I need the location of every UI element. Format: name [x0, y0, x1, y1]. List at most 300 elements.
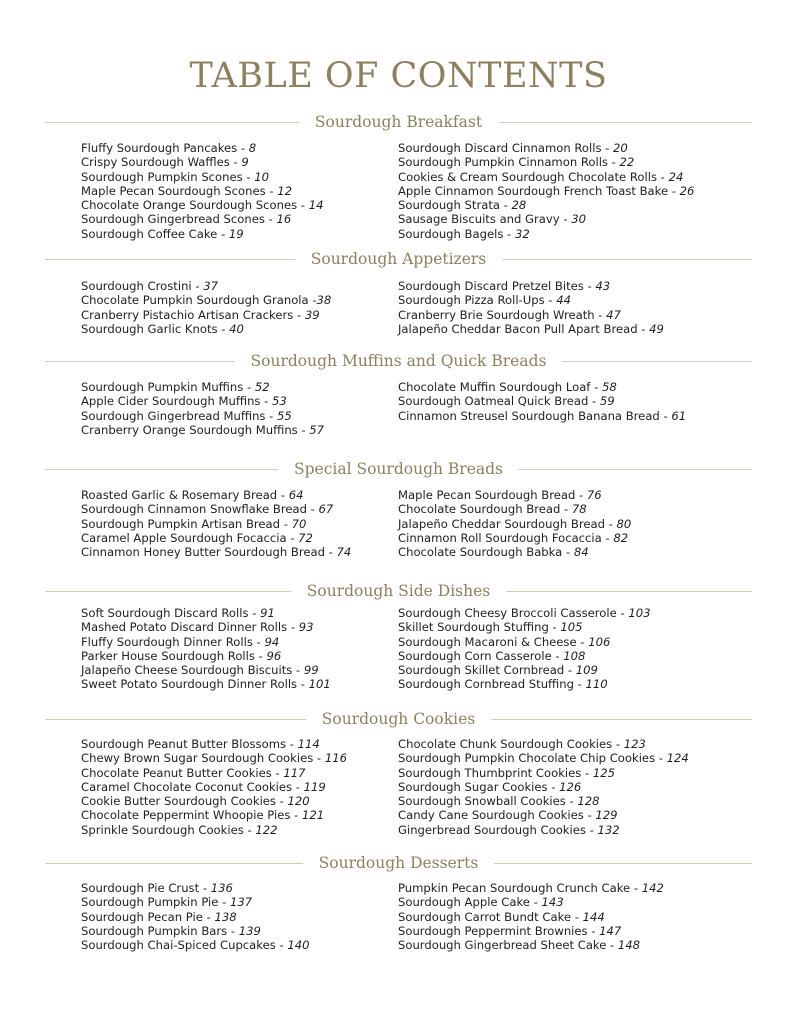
page-number: 10: [254, 169, 269, 184]
page-number: 74: [336, 545, 352, 560]
recipe-name: Sourdough Pumpkin Scones: [81, 169, 243, 184]
recipe-name: Sourdough Coffee Cake: [81, 226, 218, 241]
page-number: 124: [666, 751, 689, 766]
recipe-name: Skillet Sourdough Stuffing: [398, 620, 549, 635]
page-number: 99: [303, 663, 319, 678]
recipe-entry: [398, 924, 768, 938]
recipe-list-right: [398, 606, 768, 692]
recipe-name: Cranberry Brie Sourdough Wreath: [398, 307, 595, 322]
page-separator: -: [227, 923, 239, 938]
page-separator: -: [297, 422, 310, 437]
page-separator: -: [252, 634, 265, 649]
page-separator: -: [191, 279, 204, 293]
page-separator: -: [275, 794, 288, 809]
page-separator: -: [616, 606, 629, 620]
recipe-name: Jalapeño Cheddar Bacon Pull Apart Bread: [398, 321, 638, 336]
section-heading-special-sourdough-breads: [45, 458, 752, 480]
page-separator: -: [308, 293, 317, 308]
page-number: 91: [260, 606, 275, 620]
page-number: 110: [585, 677, 608, 692]
recipe-entry: [398, 517, 768, 531]
recipe-entry: [398, 620, 768, 634]
page-number: 148: [617, 938, 641, 953]
page-separator: -: [275, 938, 288, 953]
recipe-entry: [81, 155, 396, 169]
page-separator: -: [612, 737, 624, 751]
section-heading-label: Sourdough Muffins and Quick Breads: [235, 350, 563, 372]
page-number: 142: [641, 881, 664, 895]
page-number: 126: [559, 779, 582, 794]
recipe-name: Gingerbread Sourdough Cookies: [398, 822, 586, 837]
recipe-name: Sourdough Pumpkin Muffins: [81, 380, 244, 394]
recipe-list-right: [398, 881, 768, 952]
page-number: 136: [210, 881, 233, 895]
recipe-name: Sourdough Carrot Bundt Cake: [398, 909, 572, 924]
page-separator: -: [293, 307, 305, 322]
page-number: 39: [304, 307, 320, 322]
recipe-name: Chocolate Sourdough Bread: [398, 502, 561, 517]
page-separator: -: [313, 751, 325, 766]
page-number: 80: [616, 516, 632, 531]
recipe-entry: [81, 677, 396, 691]
page-separator: -: [499, 198, 512, 213]
page-number: 53: [272, 394, 287, 409]
recipe-entry: [81, 170, 396, 184]
recipe-name: Sourdough Pumpkin Bars: [81, 923, 228, 938]
recipe-list-right: [398, 279, 768, 336]
recipe-entry: [398, 155, 768, 169]
recipe-name: Jalapeño Cheese Sourdough Biscuits: [81, 663, 293, 678]
recipe-name: Sweet Potato Sourdough Dinner Rolls: [81, 677, 298, 692]
page-separator: -: [630, 881, 642, 895]
recipe-name: Chocolate Orange Sourdough Scones: [81, 198, 298, 213]
recipe-name: Soft Sourdough Discard Rolls: [81, 606, 249, 620]
page-number: 132: [597, 822, 620, 837]
recipe-list-left: [81, 881, 396, 952]
page-separator: -: [217, 321, 230, 336]
page-separator: -: [243, 822, 256, 837]
recipe-entry: [81, 737, 396, 751]
page-number: 47: [606, 307, 621, 322]
page-separator: -: [286, 530, 299, 545]
page-separator: -: [581, 765, 593, 780]
recipe-entry: [398, 212, 768, 226]
page-number: 72: [298, 530, 313, 545]
recipe-entry: [398, 380, 768, 394]
section-heading-label: Sourdough Breakfast: [299, 111, 498, 133]
recipe-name: Sourdough Pumpkin Artisan Bread: [81, 516, 281, 531]
recipe-list-left: [81, 380, 396, 437]
page-number: 82: [613, 530, 629, 545]
recipe-name: Apple Cider Sourdough Muffins: [81, 394, 261, 409]
page-number: 20: [613, 141, 628, 155]
page-number: 96: [266, 648, 282, 663]
section-heading-label: Sourdough Cookies: [306, 708, 491, 730]
page-number: 119: [303, 779, 326, 794]
page-number: 139: [238, 923, 261, 938]
page-number: 109: [575, 663, 598, 678]
page-number: 32: [514, 226, 530, 241]
recipe-name: Sourdough Peanut Butter Blossoms: [81, 737, 287, 751]
page-number: 128: [577, 794, 600, 809]
page-separator: -: [604, 516, 617, 531]
recipe-entry: [81, 823, 396, 837]
recipe-entry: [398, 751, 768, 765]
page-number: 16: [276, 212, 292, 227]
recipe-entry: [398, 184, 768, 198]
recipe-name: Sprinkle Sourdough Cookies: [81, 822, 244, 837]
recipe-entry: [398, 938, 768, 952]
recipe-name: Sourdough Apple Cake: [398, 895, 530, 910]
page-number: 26: [679, 183, 695, 198]
recipe-name: Chocolate Peanut Butter Cookies: [81, 765, 272, 780]
recipe-name: Crispy Sourdough Waffles: [81, 155, 230, 170]
page-number: 38: [316, 293, 332, 308]
page-number: 57: [309, 422, 325, 437]
recipe-name: Sourdough Skillet Cornbread: [398, 663, 565, 678]
page-separator: -: [503, 226, 515, 241]
page-separator: -: [287, 620, 299, 635]
page-number: 52: [254, 380, 270, 394]
page-number: 105: [560, 620, 583, 635]
recipe-entry: [81, 502, 396, 516]
recipe-list-left: [81, 279, 396, 336]
page-number: 94: [264, 634, 280, 649]
page-number: 123: [623, 737, 646, 751]
page-number: 12: [277, 183, 292, 198]
recipe-list-right: [398, 737, 768, 837]
recipe-entry: [81, 794, 396, 808]
page-number: 122: [255, 822, 278, 837]
recipe-entry: [398, 308, 768, 322]
recipe-name: Maple Pecan Sourdough Scones: [81, 183, 266, 198]
section-heading-sourdough-cookies: [45, 708, 752, 730]
recipe-name: Sourdough Discard Cinnamon Rolls: [398, 141, 602, 155]
recipe-list-right: [398, 380, 768, 423]
recipe-name: Roasted Garlic & Rosemary Bread: [81, 488, 278, 502]
page-number: 76: [586, 488, 602, 502]
recipe-entry: [81, 184, 396, 198]
recipe-name: Sourdough Strata: [398, 198, 500, 213]
page-separator: -: [607, 155, 620, 170]
page-separator: -: [576, 634, 589, 649]
page-number: 103: [628, 606, 651, 620]
recipe-name: Sourdough Corn Casserole: [398, 648, 552, 663]
page-number: 143: [541, 895, 564, 910]
page-separator: -: [565, 794, 578, 809]
recipe-entry: [81, 293, 396, 307]
recipe-name: Pumpkin Pecan Sourdough Crunch Cake: [398, 881, 631, 895]
recipe-list-right: [398, 141, 768, 241]
section-heading-sourdough-desserts: [45, 852, 752, 874]
recipe-entry: [81, 620, 396, 634]
page-number: 114: [297, 737, 320, 751]
recipe-name: Sourdough Cornbread Stuffing: [398, 677, 574, 692]
recipe-name: Chocolate Peppermint Whoopie Pies: [81, 808, 291, 823]
recipe-name: Sourdough Cheesy Broccoli Casserole: [398, 606, 617, 620]
page-number: 117: [283, 765, 306, 780]
recipe-entry: [81, 766, 396, 780]
recipe-name: Sourdough Peppermint Brownies: [398, 923, 588, 938]
recipe-name: Sausage Biscuits and Gravy: [398, 212, 560, 227]
recipe-name: Candy Cane Sourdough Cookies: [398, 808, 584, 823]
page-separator: -: [601, 530, 614, 545]
recipe-name: Caramel Apple Sourdough Focaccia: [81, 530, 287, 545]
recipe-entry: [398, 293, 768, 307]
recipe-entry: [81, 881, 396, 895]
page-number: 28: [511, 198, 527, 213]
page-number: 137: [229, 895, 253, 910]
page-separator: -: [280, 516, 292, 531]
recipe-name: Fluffy Sourdough Pancakes: [81, 141, 238, 155]
recipe-entry: [398, 677, 768, 691]
recipe-name: Sourdough Pumpkin Cinnamon Rolls: [398, 155, 608, 170]
recipe-name: Sourdough Cinnamon Snowflake Bread: [81, 502, 307, 517]
page-separator: -: [324, 545, 337, 560]
page-number: 144: [582, 909, 605, 924]
page-separator: -: [588, 394, 600, 409]
section-heading-label: Sourdough Desserts: [303, 852, 495, 874]
page-number: 37: [203, 279, 218, 293]
page-number: 55: [277, 408, 292, 423]
recipe-entry: [81, 545, 396, 559]
section-heading-label: Sourdough Side Dishes: [291, 580, 506, 602]
page-number: 40: [229, 321, 244, 336]
page-separator: -: [217, 226, 229, 241]
page-separator: -: [590, 380, 602, 394]
recipe-entry: [398, 531, 768, 545]
recipe-name: Sourdough Bagels: [398, 226, 504, 241]
page-separator: -: [243, 380, 255, 394]
page-separator: -: [668, 183, 680, 198]
page-separator: -: [265, 183, 278, 198]
recipe-list-left: [81, 488, 396, 559]
recipe-entry: [398, 141, 768, 155]
recipe-entry: [398, 780, 768, 794]
page-number: 24: [668, 169, 684, 184]
page-separator: -: [587, 923, 600, 938]
recipe-entry: [398, 545, 768, 559]
recipe-entry: [81, 198, 396, 212]
page-separator: -: [551, 648, 564, 663]
recipe-entry: [81, 227, 396, 241]
recipe-entry: [398, 322, 768, 336]
page-number: 58: [601, 380, 617, 394]
page-separator: -: [583, 279, 596, 293]
recipe-entry: [81, 212, 396, 226]
page-separator: -: [571, 909, 583, 924]
page-separator: -: [292, 663, 304, 678]
recipe-entry: [81, 531, 396, 545]
recipe-entry: [81, 808, 396, 822]
page-number: 43: [595, 279, 611, 293]
page-separator: -: [202, 909, 215, 924]
page-number: 19: [228, 226, 244, 241]
page-number: 59: [599, 394, 615, 409]
page-separator: -: [594, 307, 607, 322]
recipe-entry: [81, 279, 396, 293]
page-number: 44: [556, 293, 571, 308]
page-separator: -: [277, 488, 289, 502]
page-separator: -: [601, 141, 614, 155]
recipe-name: Sourdough Oatmeal Quick Bread: [398, 394, 589, 409]
page-number: 14: [308, 198, 324, 213]
recipe-name: Mashed Potato Discard Dinner Rolls: [81, 620, 288, 635]
recipe-name: Caramel Chocolate Coconut Cookies: [81, 779, 293, 794]
page-number: 106: [588, 634, 611, 649]
recipe-entry: [398, 881, 768, 895]
page-number: 129: [595, 808, 618, 823]
recipe-name: Cinnamon Streusel Sourdough Banana Bread: [398, 408, 660, 423]
recipe-name: Sourdough Sugar Cookies: [398, 779, 548, 794]
page-separator: -: [585, 822, 598, 837]
recipe-name: Sourdough Macaroni & Cheese: [398, 634, 577, 649]
page-separator: -: [297, 198, 309, 213]
recipe-entry: [81, 663, 396, 677]
page-separator: -: [290, 808, 303, 823]
page-separator: -: [562, 545, 574, 560]
recipe-entry: [81, 322, 396, 336]
page-number: 84: [573, 545, 589, 560]
page-separator: -: [286, 737, 298, 751]
recipe-name: Jalapeño Cheddar Sourdough Bread: [398, 516, 605, 531]
page-number: 8: [248, 141, 257, 155]
recipe-entry: [81, 380, 396, 394]
recipe-entry: [398, 649, 768, 663]
section-heading-label: Sourdough Appetizers: [295, 248, 503, 270]
page-number: 70: [291, 516, 307, 531]
recipe-entry: [81, 488, 396, 502]
page-number: 67: [318, 502, 334, 517]
page-number: 49: [649, 321, 664, 336]
page-separator: -: [544, 293, 557, 308]
page-number: 93: [298, 620, 314, 635]
recipe-name: Chewy Brown Sugar Sourdough Cookies: [81, 751, 314, 766]
recipe-entry: [398, 170, 768, 184]
recipe-entry: [81, 895, 396, 909]
page-number: 101: [308, 677, 331, 692]
page-number: 22: [619, 155, 635, 170]
recipe-list-left: [81, 141, 396, 241]
page-separator: -: [529, 895, 542, 910]
recipe-entry: [398, 409, 768, 423]
recipe-entry: [81, 517, 396, 531]
page-separator: -: [199, 881, 211, 895]
recipe-name: Chocolate Sourdough Babka: [398, 545, 563, 560]
recipe-entry: [81, 938, 396, 952]
recipe-name: Sourdough Chai-Spiced Cupcakes: [81, 938, 276, 953]
recipe-entry: [81, 606, 396, 620]
recipe-name: Cinnamon Honey Butter Sourdough Bread: [81, 545, 325, 560]
recipe-name: Parker House Sourdough Rolls: [81, 648, 255, 663]
recipe-name: Cookies & Cream Sourdough Chocolate Rolls: [398, 169, 657, 184]
recipe-entry: [81, 924, 396, 938]
section-heading-label: Special Sourdough Breads: [278, 458, 519, 480]
recipe-list-left: [81, 737, 396, 837]
page-number: 9: [241, 155, 249, 170]
recipe-entry: [81, 649, 396, 663]
recipe-name: Sourdough Pecan Pie: [81, 909, 203, 924]
recipe-name: Cranberry Orange Sourdough Muffins: [81, 422, 298, 437]
recipe-name: Sourdough Gingerbread Sheet Cake: [398, 938, 607, 953]
page-number: 64: [288, 488, 304, 502]
recipe-entry: [398, 635, 768, 649]
section-heading-sourdough-side-dishes: [45, 580, 752, 602]
recipe-entry: [398, 198, 768, 212]
recipe-name: Apple Cinnamon Sourdough French Toast Bake: [398, 183, 669, 198]
page-separator: -: [265, 408, 278, 423]
recipe-name: Sourdough Thumbprint Cookies: [398, 765, 582, 780]
page-separator: -: [306, 502, 319, 517]
page-separator: -: [573, 677, 586, 692]
page-separator: -: [637, 321, 650, 336]
recipe-name: Sourdough Snowball Cookies: [398, 794, 566, 809]
recipe-entry: [81, 394, 396, 408]
page-separator: -: [264, 212, 277, 227]
page-separator: -: [242, 169, 255, 184]
recipe-entry: [81, 751, 396, 765]
page-separator: -: [575, 488, 587, 502]
page-number: 140: [287, 938, 310, 953]
recipe-entry: [398, 910, 768, 924]
page-separator: -: [657, 169, 669, 184]
recipe-entry: [398, 794, 768, 808]
recipe-entry: [81, 910, 396, 924]
recipe-entry: [398, 279, 768, 293]
page-number: 120: [287, 794, 310, 809]
recipe-list-left: [81, 606, 396, 692]
recipe-entry: [398, 394, 768, 408]
recipe-entry: [81, 308, 396, 322]
page-number: 121: [302, 808, 325, 823]
recipe-entry: [81, 409, 396, 423]
recipe-entry: [398, 895, 768, 909]
recipe-entry: [398, 808, 768, 822]
recipe-name: Sourdough Crostini: [81, 279, 192, 293]
page-separator: -: [248, 606, 261, 620]
recipe-name: Fluffy Sourdough Dinner Rolls: [81, 634, 253, 649]
page-separator: -: [655, 751, 667, 766]
page-title: TABLE OF CONTENTS: [189, 56, 608, 96]
page-number: 108: [563, 648, 586, 663]
recipe-entry: [398, 606, 768, 620]
recipe-entry: [81, 423, 396, 437]
page-number: 125: [592, 765, 616, 780]
section-heading-sourdough-muffins-and-quick-breads: [45, 350, 752, 372]
page-separator: -: [560, 502, 572, 517]
recipe-name: Maple Pecan Sourdough Bread: [398, 488, 576, 502]
section-heading-sourdough-breakfast: [45, 111, 752, 133]
page-separator: -: [254, 648, 267, 663]
recipe-name: Sourdough Pie Crust: [81, 881, 200, 895]
page-separator: -: [218, 895, 230, 910]
recipe-name: Chocolate Pumpkin Sourdough Granola: [81, 293, 309, 308]
recipe-entry: [81, 141, 396, 155]
page-separator: -: [659, 408, 672, 423]
page-separator: -: [583, 808, 596, 823]
page-number: 30: [571, 212, 586, 227]
page-separator: -: [548, 620, 561, 635]
page-number: 78: [571, 502, 587, 517]
recipe-name: Sourdough Garlic Knots: [81, 321, 218, 336]
recipe-name: Cinnamon Roll Sourdough Focaccia: [398, 530, 602, 545]
recipe-name: Cookie Butter Sourdough Cookies: [81, 794, 276, 809]
page-number: 116: [324, 751, 347, 766]
recipe-entry: [398, 766, 768, 780]
recipe-name: Sourdough Pizza Roll-Ups: [398, 293, 545, 308]
recipe-entry: [398, 663, 768, 677]
page-separator: -: [606, 938, 618, 953]
